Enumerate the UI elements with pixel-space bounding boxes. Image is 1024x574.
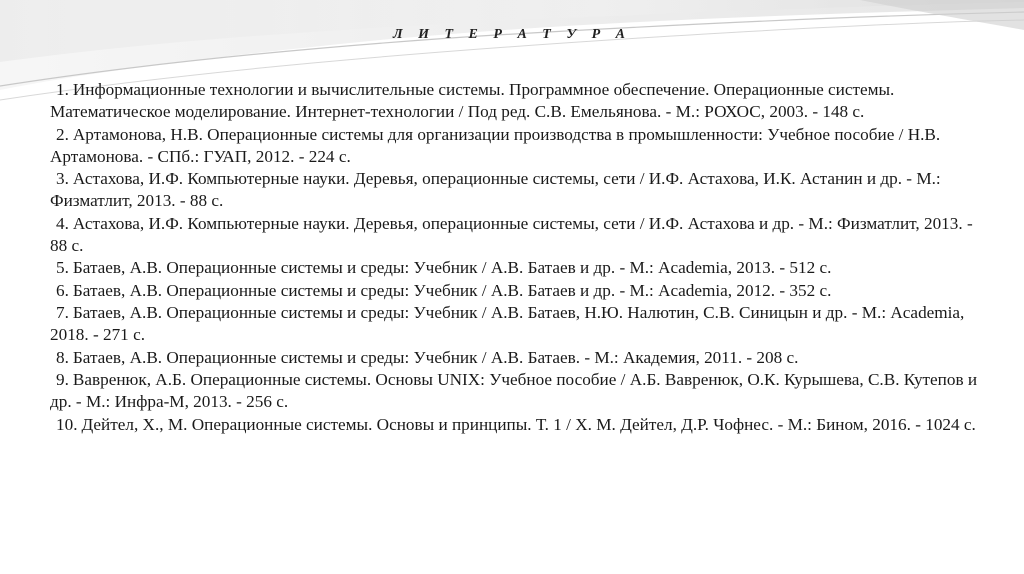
page-title: Л И Т Е Р А Т У Р А — [393, 27, 631, 42]
reference-number: 4. — [56, 213, 69, 233]
reference-text: Артамонова, Н.В. Операционные системы для организации производства в промышленности: Учебное пособие / Н.В. Артамонова. - СПб.: ГУАП, 2012. - 224 с. — [50, 124, 941, 166]
reference-text: Батаев, А.В. Операционные системы и среды: Учебник / А.В. Батаев, Н.Ю. Налютин, С.В. Синицын и др. - М.: Academia, 2018. - 271 с. — [50, 303, 965, 344]
reference-number: 9. — [56, 370, 69, 389]
wave-shape-3 — [860, 0, 1024, 30]
reference-item — [50, 280, 990, 302]
reference-text: Вавренюк, А.Б. Операционные системы. Основы UNIX: Учебное пособие / А.Б. Вавренюк, О.К. Курышева, С.В. Кутепов и др. - М.: Инфра-М, 2013. - 256 с. — [50, 370, 978, 411]
reference-item — [50, 213, 990, 257]
reference-item — [50, 347, 990, 369]
reference-number: 3. — [56, 169, 69, 188]
reference-number: 5. — [56, 258, 69, 277]
reference-text: Батаев, А.В. Операционные системы и среды: Учебник / А.В. Батаев. - М.: Академия, 2011. - 208 с. — [72, 347, 799, 367]
reference-item — [50, 124, 990, 168]
reference-item — [50, 369, 990, 413]
reference-item — [50, 168, 990, 212]
reference-number: 7. — [56, 303, 69, 322]
reference-item — [50, 257, 990, 279]
reference-number: 2. — [56, 124, 69, 144]
reference-text: Батаев, А.В. Операционные системы и среды: Учебник / А.В. Батаев и др. - М.: Academia, 2012. - 352 с. — [72, 280, 832, 300]
reference-text: Информационные технологии и вычислительные системы. Программное обеспечение. Операционные системы. Математическое моделирование. Интернет-технологии / Под ред. С.В. Емельянова. - М.: РОХОС, 2003. - 148 с. — [50, 80, 895, 121]
reference-text: Астахова, И.Ф. Компьютерные науки. Деревья, операционные системы, сети / И.Ф. Астахова и др. - М.: Физматлит, 2013. - 88 с. — [50, 213, 973, 255]
reference-number: 8. — [56, 347, 69, 367]
reference-item — [50, 79, 990, 123]
reference-text: Батаев, А.В. Операционные системы и среды: Учебник / А.В. Батаев и др. - М.: Academia, 2013. - 512 с. — [72, 258, 832, 277]
reference-number: 10. — [56, 414, 78, 434]
reference-item — [50, 414, 990, 436]
reference-item — [50, 302, 990, 346]
reference-text: Астахова, И.Ф. Компьютерные науки. Деревья, операционные системы, сети / И.Ф. Астахова, И.К. Астанин и др. - М.: Физматлит, 2013. - 88 с. — [50, 169, 941, 210]
reference-text: Дейтел, Х., М. Операционные системы. Основы и принципы. Т. 1 / Х. М. Дейтел, Д.Р. Чофнес. - М.: Бином, 2016. - 1024 с. — [81, 414, 976, 434]
reference-number: 6. — [56, 280, 69, 300]
reference-list — [50, 79, 990, 436]
reference-number: 1. — [56, 80, 69, 99]
